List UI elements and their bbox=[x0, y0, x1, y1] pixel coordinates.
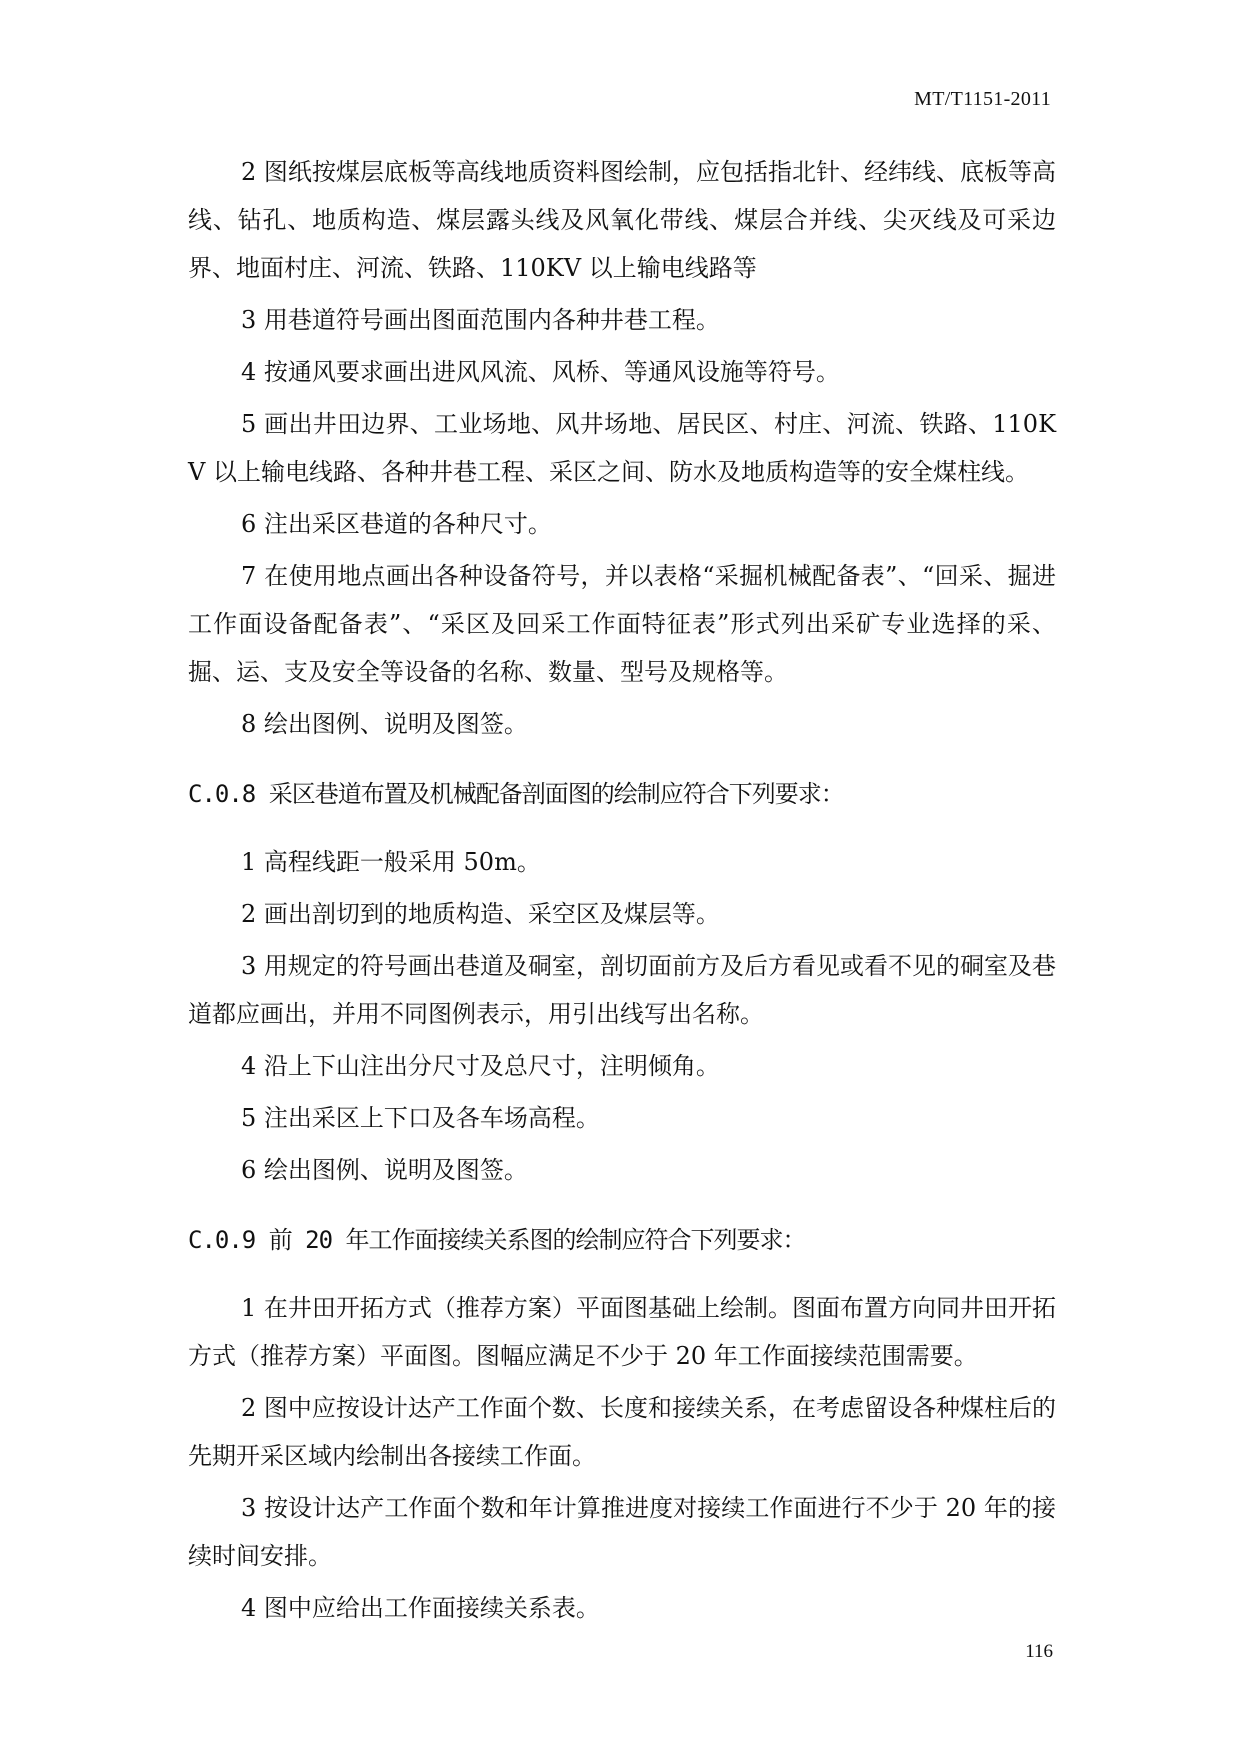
list-item: 4 按通风要求画出进风风流、风桥、等通风设施等符号。 bbox=[241, 358, 840, 386]
section-heading-c09: C.0.9 前 20 年工作面接续关系图的绘制应符合下列要求： bbox=[188, 1226, 806, 1254]
page-number: 116 bbox=[1025, 1641, 1053, 1662]
list-item: 1 在井田开拓方式（推荐方案）平面图基础上绘制。图面布置方向同井田开拓方式（推荐方案）平面图。图幅应满足不少于 20 年工作面接续范围需要。 bbox=[188, 1294, 1056, 1370]
list-item: 3 用巷道符号画出图面范围内各种井巷工程。 bbox=[241, 306, 720, 334]
list-item: 3 用规定的符号画出巷道及硐室，剖切面前方及后方看见或看不见的硐室及巷道都应画出，并用不同图例表示，用引出线写出名称。 bbox=[188, 952, 1056, 1028]
list-item: 7 在使用地点画出各种设备符号，并以表格“采掘机械配备表”、“回采、掘进工作面设备配备表”、“采区及回采工作面特征表”形式列出采矿专业选择的采、掘、运、支及安全等设备的名称、数量、型号及规格等。 bbox=[188, 562, 1056, 686]
list-item: 4 图中应给出工作面接续关系表。 bbox=[241, 1594, 600, 1622]
list-item: 3 按设计达产工作面个数和年计算推进度对接续工作面进行不少于 20 年的接续时间安排。 bbox=[188, 1494, 1056, 1570]
document-code: MT/T1151-2011 bbox=[914, 88, 1051, 110]
list-item: 4 沿上下山注出分尺寸及总尺寸，注明倾角。 bbox=[241, 1052, 720, 1080]
list-item: 2 画出剖切到的地质构造、采空区及煤层等。 bbox=[241, 900, 720, 928]
list-item: 8 绘出图例、说明及图签。 bbox=[241, 710, 528, 738]
list-item: 6 绘出图例、说明及图签。 bbox=[241, 1156, 528, 1184]
list-item: 1 高程线距一般采用 50m。 bbox=[241, 848, 541, 876]
list-item: 2 图中应按设计达产工作面个数、长度和接续关系，在考虑留设各种煤柱后的先期开采区域内绘制出各接续工作面。 bbox=[188, 1394, 1056, 1470]
list-item: 2 图纸按煤层底板等高线地质资料图绘制，应包括指北针、经纬线、底板等高线、钻孔、地质构造、煤层露头线及风氧化带线、煤层合并线、尖灭线及可采边界、地面村庄、河流、铁路、110KV 以上输电线路等 bbox=[188, 158, 1056, 282]
list-item: 5 注出采区上下口及各车场高程。 bbox=[241, 1104, 600, 1132]
page-content bbox=[188, 148, 1056, 1636]
section-heading-c08: C.0.8 采区巷道布置及机械配备剖面图的绘制应符合下列要求： bbox=[188, 780, 844, 808]
list-item: 5 画出井田边界、工业场地、风井场地、居民区、村庄、河流、铁路、110KV 以上输电线路、各种井巷工程、采区之间、防水及地质构造等的安全煤柱线。 bbox=[188, 410, 1056, 486]
list-item: 6 注出采区巷道的各种尺寸。 bbox=[241, 510, 552, 538]
